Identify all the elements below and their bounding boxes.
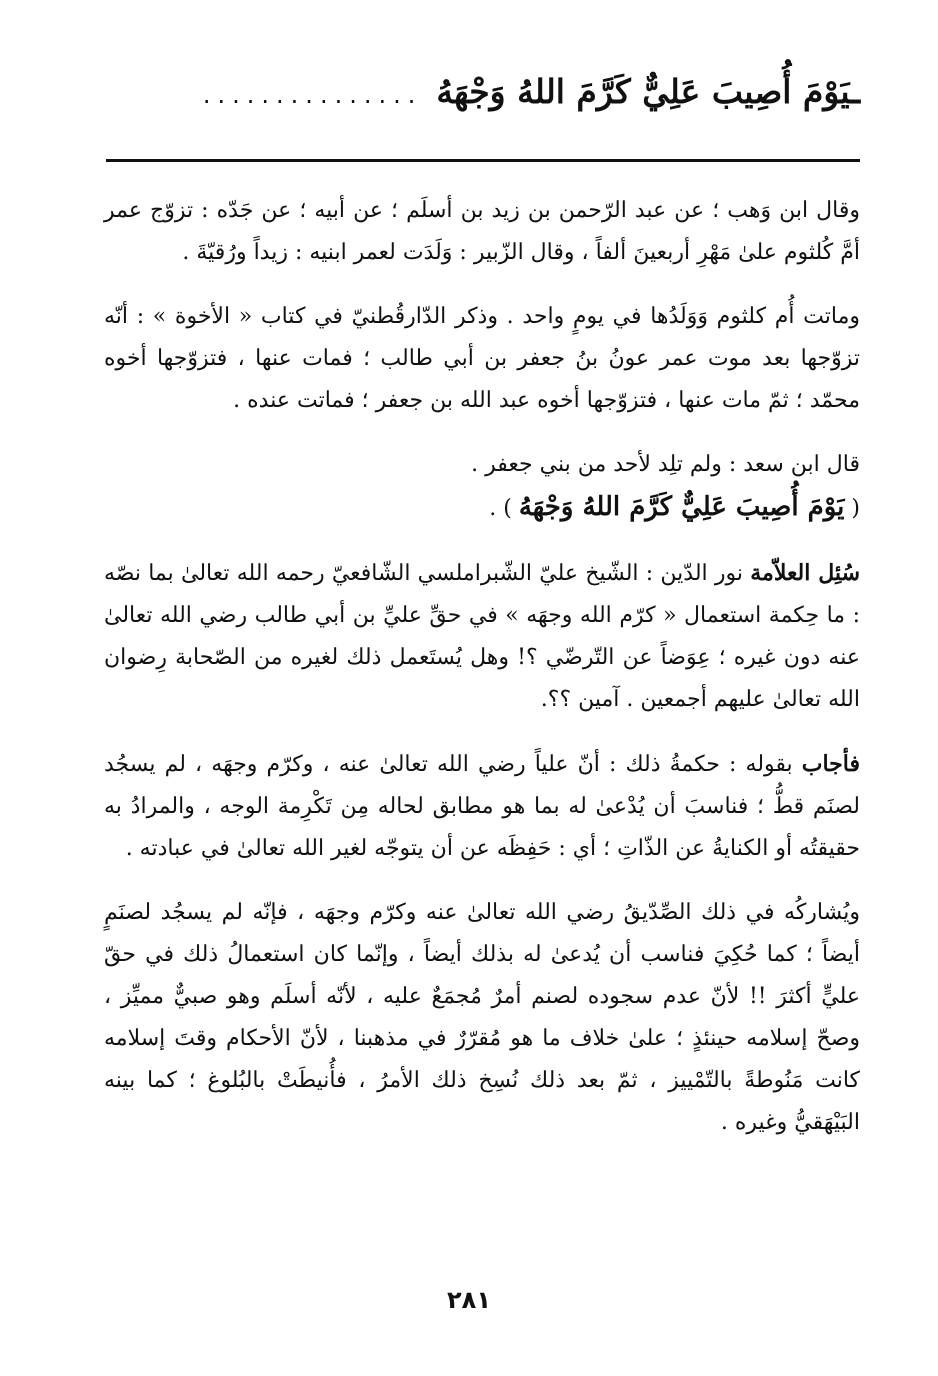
paragraph-3: قال ابن سعد : ولم تلِد لأحد من بني جعفر . bbox=[471, 452, 860, 477]
paragraph-lead-word: فأجاب bbox=[801, 751, 860, 777]
paragraph-lead-word: سُئِل العلاّمة bbox=[750, 560, 861, 586]
header-leader-dots: ............... bbox=[202, 81, 423, 109]
paragraph-question: سُئِل العلاّمة نور الدّين : الشّيخ عليّ الشّبراملسي الشّافعيّ رحمه الله تعالىٰ بما نصّه : ما حِكمة استعمال « كرّم الله وجهَه » في حقِّ عليِّ بن أبي طالب رضي الله تعالىٰ عنه دون غيره ؛ عِوَضاً عن التّرضّي ؟! وهل يُستَعمل ذلك لغيره من الصّحابة رِضوان الله تعالىٰ عليهم أجمعين . آمين ؟؟. bbox=[104, 560, 861, 712]
paragraph-2: وماتت أُم كلثوم وَوَلَدُها في يومٍ واحد . وذكر الدّارقُطنيّ في كتاب « الأخوة » : أنّه تزوّجها بعد موت عمر عونُ بنُ جعفر بن أبي طالب ؛ فمات عنها ، فتزوّجها أخوه محمّد ؛ ثمّ مات عنها ، فتزوّجها أخوه عبد الله بن جعفر ؛ فماتت عنده . bbox=[104, 304, 860, 413]
paragraph-6: ويُشاركُه في ذلك الصِّدّيقُ رضي الله تعالىٰ عنه وكرّم وجهَه ، فإنّه لم يسجُد لصنَمٍ أيضاً ؛ كما حُكِيَ فناسب أن يُدعىٰ له بذلك أيضاً ، وإنّما كان استعمالُ ذلك في حقّ عليٍّ أكثرَ !! لأنّ عدم سجوده لصنم أمرٌ مُجمَعٌ عليه ، لأنّه أسلَم وهو صبيٌّ مميِّز ، وصحّ إسلامه حينئذٍ ؛ علىٰ خلاف ما هو مُقرّرٌ في مذهبنا ، لأنّ الأحكام وقتَ إسلامه كانت مَنُوطةً بالتّمْييز ، ثمّ بعد ذلك نُسِخ ذلك الأمرُ ، فأُنيطَتْ بالبُلوغ ؛ كما بينه البَيْهَقيُّ وغيره . bbox=[104, 900, 860, 1135]
quoted-phrase: يَوْمَ أُصِيبَ عَلِيٌّ كَرَّمَ اللهُ وَجْهَهُ bbox=[518, 492, 845, 522]
page-number: ٢٨١ bbox=[447, 1286, 491, 1314]
paragraph-1: وقال ابن وَهب ؛ عن عبد الرّحمن بن زيد بن أسلَم ؛ عن أبيه ؛ عن جَدّه : تزوّج عمر أمَّ كُلثوم علىٰ مَهْرِ أربعينَ ألفاً ، وقال الزّبير : وَلَدَت لعمر ابنيه : زيداً ورُقيّةَ . bbox=[104, 198, 860, 265]
quote-close: ) . bbox=[489, 496, 519, 521]
quoted-phrase-line bbox=[104, 486, 860, 530]
body-text bbox=[104, 190, 860, 1144]
running-header bbox=[108, 62, 860, 122]
quote-open: ( bbox=[844, 496, 860, 521]
paragraph-answer: فأجاب بقوله : حكمةُ ذلك : أنّ علياً رضي الله تعالىٰ عنه ، وكرّم وجهَه ، لم يسجُد لصنَم قطُّ ؛ فناسبَ أن يُدْعىٰ له بما هو مطابق لحاله مِن تَكْرِمة الوجه ، والمرادُ به حقيقتُه أو الكنايةُ عن الذّاتِ ؛ أي : حَفِظَه عن أن يتوجّه لغير الله تعالىٰ في عبادته . bbox=[104, 751, 860, 861]
header-rule bbox=[106, 159, 860, 162]
header-title: ـيَوْمَ أُصِيبَ عَلِيٌّ كَرَّمَ اللهُ وَجْهَهُ bbox=[436, 72, 860, 111]
